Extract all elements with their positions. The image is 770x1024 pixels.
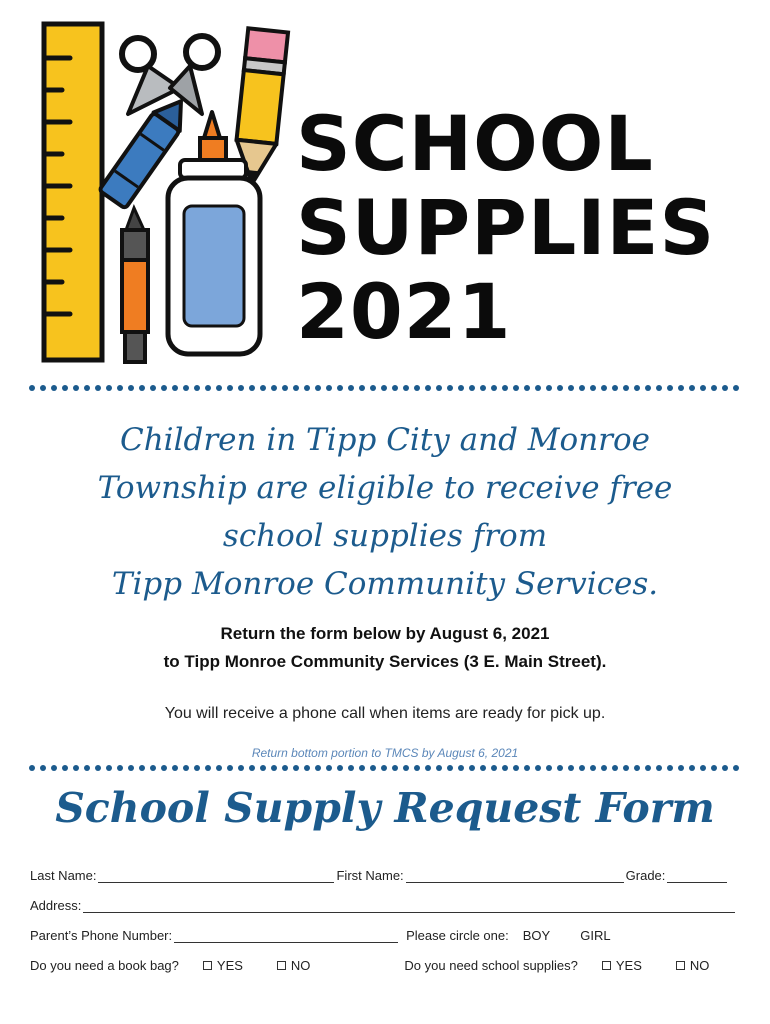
divider-dot [403,385,409,391]
divider-dot [645,765,651,771]
divider-dot [557,385,563,391]
divider-dot [436,385,442,391]
divider-dot [249,385,255,391]
divider-dot [601,385,607,391]
last-name-label: Last Name: [30,868,97,883]
divider-dot [84,765,90,771]
divider-dot [491,385,497,391]
title-line-school: SCHOOL [296,99,654,188]
divider-dot [205,765,211,771]
supplies-yes-checkbox[interactable] [602,958,642,973]
title-line-year: 2021 [296,267,512,356]
divider-dot [502,765,508,771]
divider-dot [458,385,464,391]
divider-dot [425,385,431,391]
divider-dot [139,385,145,391]
parent-phone-field[interactable] [174,928,398,943]
divider-dot [150,385,156,391]
divider-dot [612,385,618,391]
divider-dot [117,385,123,391]
first-name-field[interactable] [406,868,624,883]
divider-dot [260,385,266,391]
scissors-icon [122,36,218,114]
divider-dot [315,765,321,771]
last-name-field[interactable] [98,868,334,883]
divider-dot [95,765,101,771]
divider-dot [29,385,35,391]
divider-dot [183,385,189,391]
form-row-address [30,898,742,913]
divider-dot [370,765,376,771]
eligibility-line: Tipp Monroe Community Services. [111,566,659,602]
school-supplies-illustration [30,18,310,378]
divider-dot [161,385,167,391]
divider-dot [733,765,739,771]
divider-dot [612,765,618,771]
divider-dot [315,385,321,391]
checkbox-icon [676,961,685,970]
address-field[interactable] [83,898,735,913]
divider-dot [359,765,365,771]
divider-dot [73,385,79,391]
divider-dot [535,385,541,391]
divider-dot [524,385,530,391]
divider-dot [579,765,585,771]
yes-label: YES [216,958,243,973]
divider-dot [502,385,508,391]
divider-dot [271,765,277,771]
divider-dot [40,765,46,771]
divider-dot [656,765,662,771]
divider-dot [238,385,244,391]
divider-dot [535,765,541,771]
divider-dot [634,765,640,771]
divider-dot [568,385,574,391]
divider-dot [227,765,233,771]
divider-dot [84,385,90,391]
form-row-needs [30,958,742,973]
divider-dot [711,385,717,391]
divider-dot [469,385,475,391]
divider-dot [568,765,574,771]
divider-dot [557,765,563,771]
divider-dot [337,765,343,771]
divider-dot [271,385,277,391]
return-deadline-line: Return the form below by August 6, 2021 [220,624,550,643]
book-bag-yes-checkbox[interactable] [203,958,243,973]
divider-dot [381,385,387,391]
divider-dot [260,765,266,771]
divider-dot [282,385,288,391]
divider-dot [667,765,673,771]
divider-dot [293,385,299,391]
divider-dot [458,765,464,771]
divider-dot [447,385,453,391]
divider-dot [414,765,420,771]
divider-dot [634,385,640,391]
divider-dot [227,385,233,391]
return-bottom-note: Return bottom portion to TMCS by August 6, 2021 [251,746,519,760]
divider-dot [579,385,585,391]
divider-dot [73,765,79,771]
divider-dot [722,385,728,391]
divider-dot [95,385,101,391]
divider-dot [469,765,475,771]
divider-dot [194,385,200,391]
no-label: NO [689,958,710,973]
divider-dot [623,765,629,771]
return-location-line: to Tipp Monroe Community Services (3 E. Main Street). [163,652,607,671]
marker-icon [122,208,148,362]
divider-dot [513,765,519,771]
eligibility-statement [30,416,740,608]
divider-dot [403,765,409,771]
divider-dot [700,765,706,771]
divider-dot [546,765,552,771]
divider-dot [216,765,222,771]
divider-dot [656,385,662,391]
eligibility-line: school supplies from [222,518,548,554]
divider-dot [700,385,706,391]
divider-dot [337,385,343,391]
divider-dot [117,765,123,771]
ruler-icon [44,24,102,360]
divider-dot [392,385,398,391]
divider-dot [150,765,156,771]
dotted-divider-cut-line [28,763,744,773]
divider-dot [348,385,354,391]
divider-dot [480,765,486,771]
divider-dot [348,765,354,771]
divider-dot [711,765,717,771]
divider-dot [414,385,420,391]
divider-dot [513,385,519,391]
divider-dot [304,385,310,391]
book-bag-question: Do you need a book bag? [30,958,179,973]
form-row-names [30,868,742,883]
divider-dot [436,765,442,771]
form-title: School Supply Request Form [55,784,715,832]
divider-dot [722,765,728,771]
divider-dot [205,385,211,391]
supplies-no-checkbox[interactable] [676,958,710,973]
book-bag-no-checkbox[interactable] [277,958,311,973]
divider-dot [480,385,486,391]
address-label: Address: [30,898,82,913]
yes-label: YES [615,958,642,973]
divider-dot [381,765,387,771]
divider-dot [29,765,35,771]
divider-dot [282,765,288,771]
grade-field[interactable] [667,868,727,883]
grade-label: Grade: [625,868,666,883]
divider-dot [601,765,607,771]
phone-call-note: You will receive a phone call when items are ready for pick up. [164,705,606,722]
divider-dot [238,765,244,771]
divider-dot [590,765,596,771]
divider-dot [491,765,497,771]
divider-dot [249,765,255,771]
divider-dot [425,765,431,771]
checkbox-icon [203,961,212,970]
divider-dot [172,385,178,391]
checkbox-icon [602,961,611,970]
divider-dot [623,385,629,391]
divider-dot [161,765,167,771]
eligibility-line: Township are eligible to receive free [97,470,673,506]
divider-dot [524,765,530,771]
dotted-divider-top [28,383,744,393]
form-row-phone [30,928,742,943]
divider-dot [678,385,684,391]
divider-dot [51,765,57,771]
divider-dot [590,385,596,391]
divider-dot [645,385,651,391]
eligibility-line: Children in Tipp City and Monroe [119,422,650,458]
checkbox-icon [277,961,286,970]
divider-dot [733,385,739,391]
divider-dot [546,385,552,391]
school-supplies-question: Do you need school supplies? [404,958,578,973]
divider-dot [689,765,695,771]
divider-dot [62,765,68,771]
divider-dot [447,765,453,771]
divider-dot [293,765,299,771]
divider-dot [667,385,673,391]
divider-dot [51,385,57,391]
first-name-label: First Name: [336,868,404,883]
divider-dot [139,765,145,771]
boy-option[interactable]: BOY [522,928,551,943]
divider-dot [326,385,332,391]
divider-dot [370,385,376,391]
title-line-supplies: SUPPLIES [296,183,716,272]
divider-dot [392,765,398,771]
divider-dot [359,385,365,391]
no-label: NO [290,958,311,973]
divider-dot [106,385,112,391]
divider-dot [216,385,222,391]
divider-dot [106,765,112,771]
divider-dot [172,765,178,771]
circle-one-label: Please circle one: [406,928,509,943]
divider-dot [128,385,134,391]
divider-dot [689,385,695,391]
divider-dot [678,765,684,771]
divider-dot [194,765,200,771]
parent-phone-label: Parent’s Phone Number: [30,928,173,943]
divider-dot [62,385,68,391]
divider-dot [128,765,134,771]
girl-option[interactable]: GIRL [580,928,611,943]
divider-dot [304,765,310,771]
divider-dot [183,765,189,771]
divider-dot [326,765,332,771]
divider-dot [40,385,46,391]
